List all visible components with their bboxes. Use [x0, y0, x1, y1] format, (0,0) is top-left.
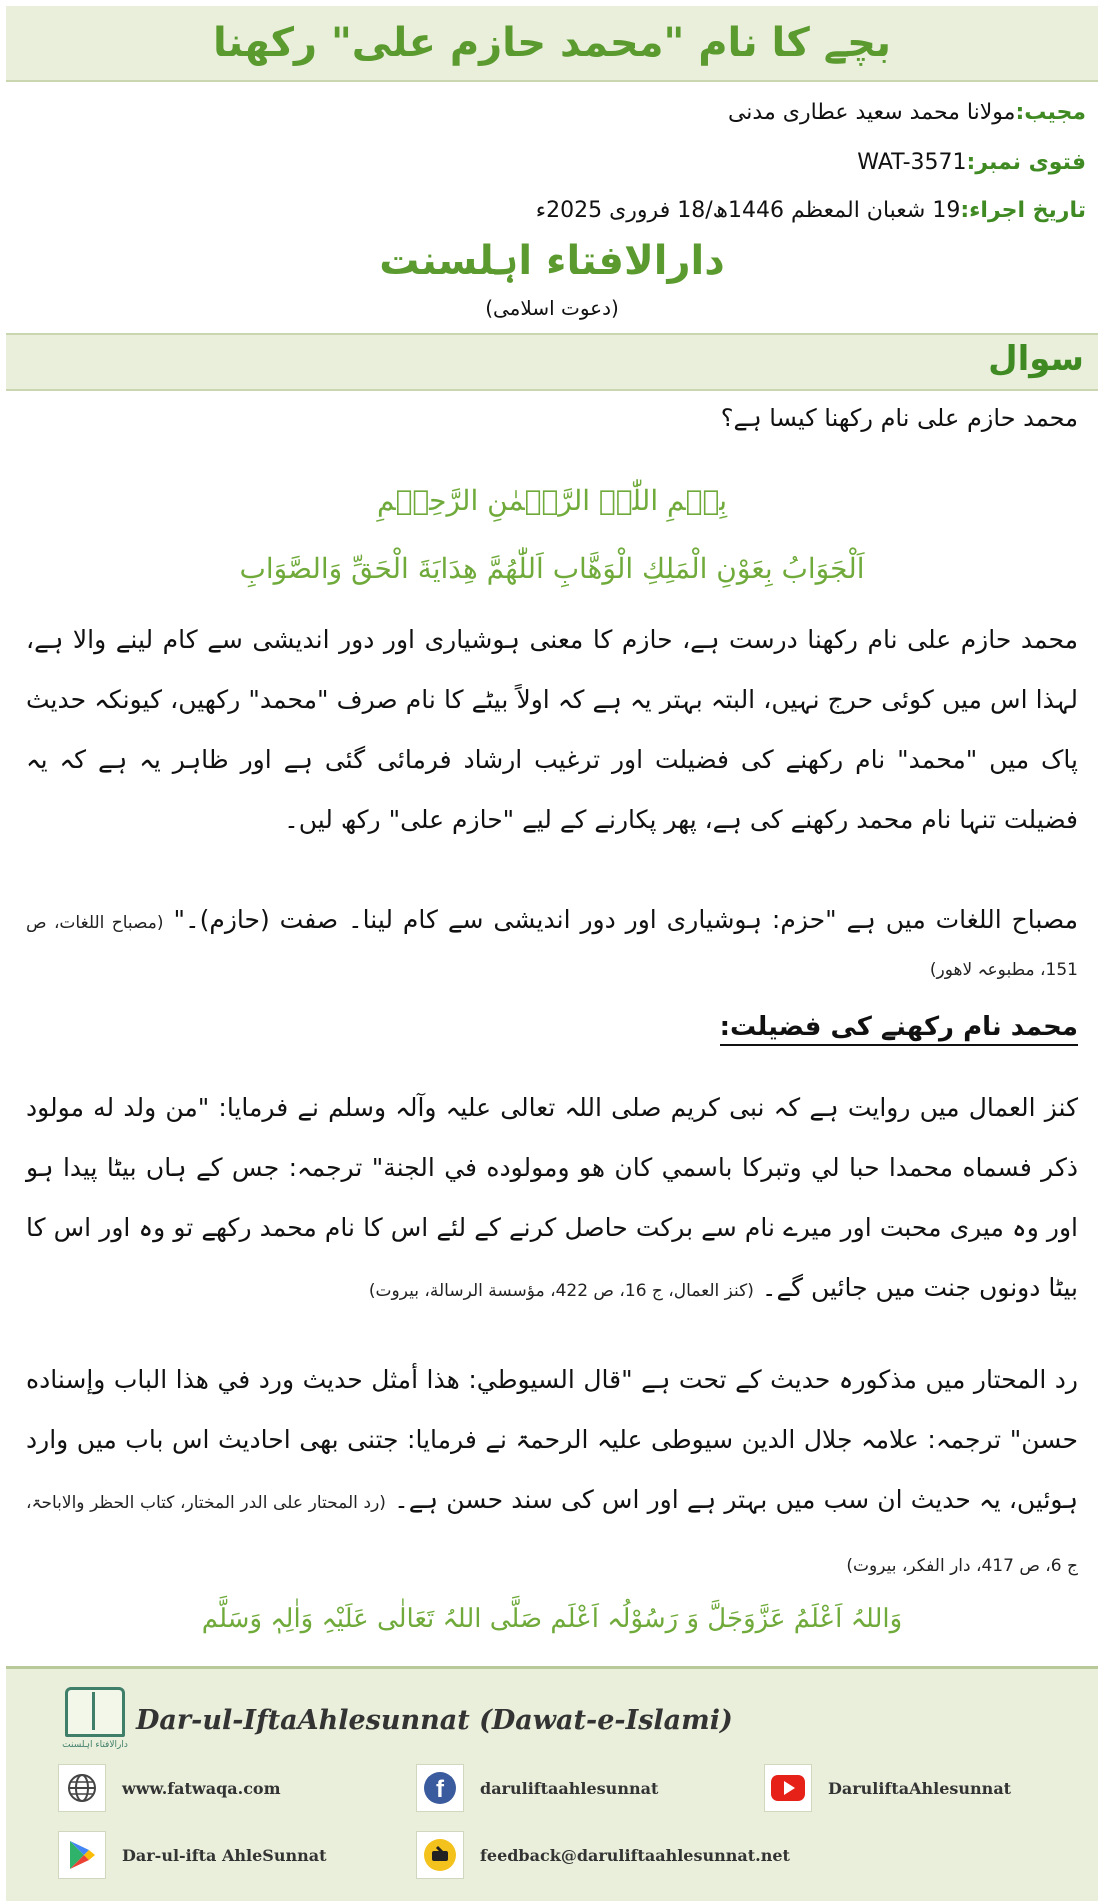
fatwa-number-value: WAT-3571 — [857, 150, 967, 175]
page-title: بچے کا نام "محمد حازم علی" رکھنا — [212, 20, 892, 66]
answer-paragraph-4-ref: (رد المحتار علی الدر المختار، کتاب الحظر والاباحۃ، ج 6، ص 417، دار الفکر، بیروت) — [26, 1493, 1078, 1576]
logo — [62, 1687, 128, 1759]
title-bar — [6, 6, 1098, 82]
youtube-link[interactable] — [764, 1764, 1011, 1812]
answer-paragraph-4-text: رد المحتار میں مذکورہ حدیث کے تحت ہے "قال السيوطي: هذا أمثل حديث ورد في هذا الباب وإسناده حسن" ترجمہ: علامہ جلال الدین سیوطی علیہ الرحمۃ نے فرمایا: جتنی بھی احادیث اس باب میں وارد ہوئیں، یہ حدیث ان سب میں بہتر ہے اور اس کی سند حسن ہے۔ — [26, 1365, 1078, 1514]
bismillah: بِسۡمِ اللّٰہِ الرَّحۡمٰنِ الرَّحِیۡمِ — [376, 484, 728, 517]
answer-paragraph-3-text: کنز العمال میں روایت ہے کہ نبی کریم صلی اللہ تعالی علیہ وآلہ وسلم نے فرمایا: "من ولد له مولود ذكر فسماه محمدا حبا لي وتبركا باسمي كان هو ومولوده في الجنة" ترجمہ: جس کے ہاں بیٹا پیدا ہو اور وہ میری محبت اور میرے نام سے برکت حاصل کرنے کے لئے اس کا نام محمد رکھے تو وہ اور اس کا بیٹا دونوں جنت میں جائیں گے۔ — [26, 1093, 1078, 1302]
facebook-text: daruliftaahlesunnat — [480, 1778, 659, 1798]
question-text: محمد حازم علی نام رکھنا کیسا ہے؟ — [720, 404, 1078, 432]
logo-text: دارالافتاء اہلسنت — [62, 1740, 128, 1750]
globe-icon — [58, 1764, 106, 1812]
feedback-icon — [416, 1831, 464, 1879]
answer-paragraph-3-ref: (کنز العمال، ج 16، ص 422، مؤسسة الرسالة، بیروت) — [368, 1281, 754, 1301]
youtube-text: DaruliftaAhlesunnat — [828, 1778, 1012, 1798]
fatwa-number-row — [857, 150, 1086, 175]
youtube-icon — [764, 1764, 812, 1812]
date-label: تاریخ اجراء: — [960, 198, 1086, 223]
answer-opening: اَلْجَوَابُ بِعَوْنِ الْمَلِكِ الْوَهَّابِ اَللّٰهُمَّ هِدَايَةَ الْحَقِّ وَالصَّوَابِ — [239, 552, 865, 585]
virtue-heading: محمد نام رکھنے کی فضیلت: — [720, 1012, 1078, 1046]
mujeeb-label: مجیب: — [1015, 100, 1086, 125]
facebook-link[interactable] — [416, 1764, 658, 1812]
email-text: feedback@daruliftaahlesunnat.net — [480, 1845, 790, 1865]
website-link[interactable] — [58, 1764, 281, 1812]
answer-paragraph-3 — [26, 1078, 1078, 1321]
mujeeb-value: مولانا محمد سعید عطاری مدنی — [727, 100, 1016, 125]
book-logo-icon — [65, 1687, 125, 1737]
date-value: 19 شعبان المعظم 1446ھ/18 فروری 2025ء — [535, 198, 961, 223]
answer-paragraph-2-ref: (مصباح اللغات، ص 151، مطبوعہ لاھور) — [26, 913, 1078, 980]
answer-paragraph-2-text: مصباح اللغات میں ہے "حزم: ہوشیاری اور دور اندیشی سے کام لینا۔ صفت (حازم)۔" — [173, 905, 1078, 934]
play-store-link[interactable] — [58, 1831, 326, 1879]
answer-paragraph-1: محمد حازم علی نام رکھنا درست ہے، حازم کا معنی ہوشیاری اور دور اندیشی سے کام لینے والا ہے، لہذا اس میں کوئی حرج نہیں، البتہ بہتر یہ ہے کہ اولاً بیٹے کا نام صرف "محمد" رکھیں، کیونکہ حدیث پاک میں "محمد" نام رکھنے کی فضیلت اور ترغیب ارشاد فرمائی گئی ہے اور ظاہر یہ ہے کہ یہ فضیلت تنہا نام محمد رکھنے کی ہے، پھر پکارنے کے لیے "حازم علی" رکھ لیں۔ — [26, 625, 1078, 834]
footer-title: Dar-ul-IftaAhlesunnat (Dawat-e-Islami) — [136, 1705, 733, 1736]
website-text: www.fatwaqa.com — [122, 1778, 281, 1798]
closing-formula: وَاللہُ اَعْلَمُ عَزَّوَجَلَّ وَ رَسُوْلُہ اَعْلَم صَلَّی اللہُ تَعَالٰی عَلَیْہِ وَاٰلِہٖ وَسَلَّم — [201, 1604, 903, 1634]
email-link[interactable] — [416, 1831, 790, 1879]
svg-text:f: f — [436, 1776, 444, 1803]
answer-paragraph-2 — [26, 898, 1078, 992]
org-name: دارالافتاء اہلسنت — [379, 238, 725, 284]
play-store-text: Dar-ul-ifta AhleSunnat — [122, 1845, 327, 1865]
section-label: سوال — [988, 339, 1084, 379]
play-store-icon — [58, 1831, 106, 1879]
fatwa-number-label: فتوی نمبر: — [966, 150, 1086, 175]
date-row — [536, 198, 1086, 223]
question-section-bar — [6, 333, 1098, 391]
footer — [6, 1666, 1098, 1901]
facebook-icon — [416, 1764, 464, 1812]
answer-paragraph-4 — [26, 1350, 1078, 1596]
org-subtitle: (دعوت اسلامی) — [485, 296, 619, 320]
mujeeb-row — [728, 100, 1086, 125]
